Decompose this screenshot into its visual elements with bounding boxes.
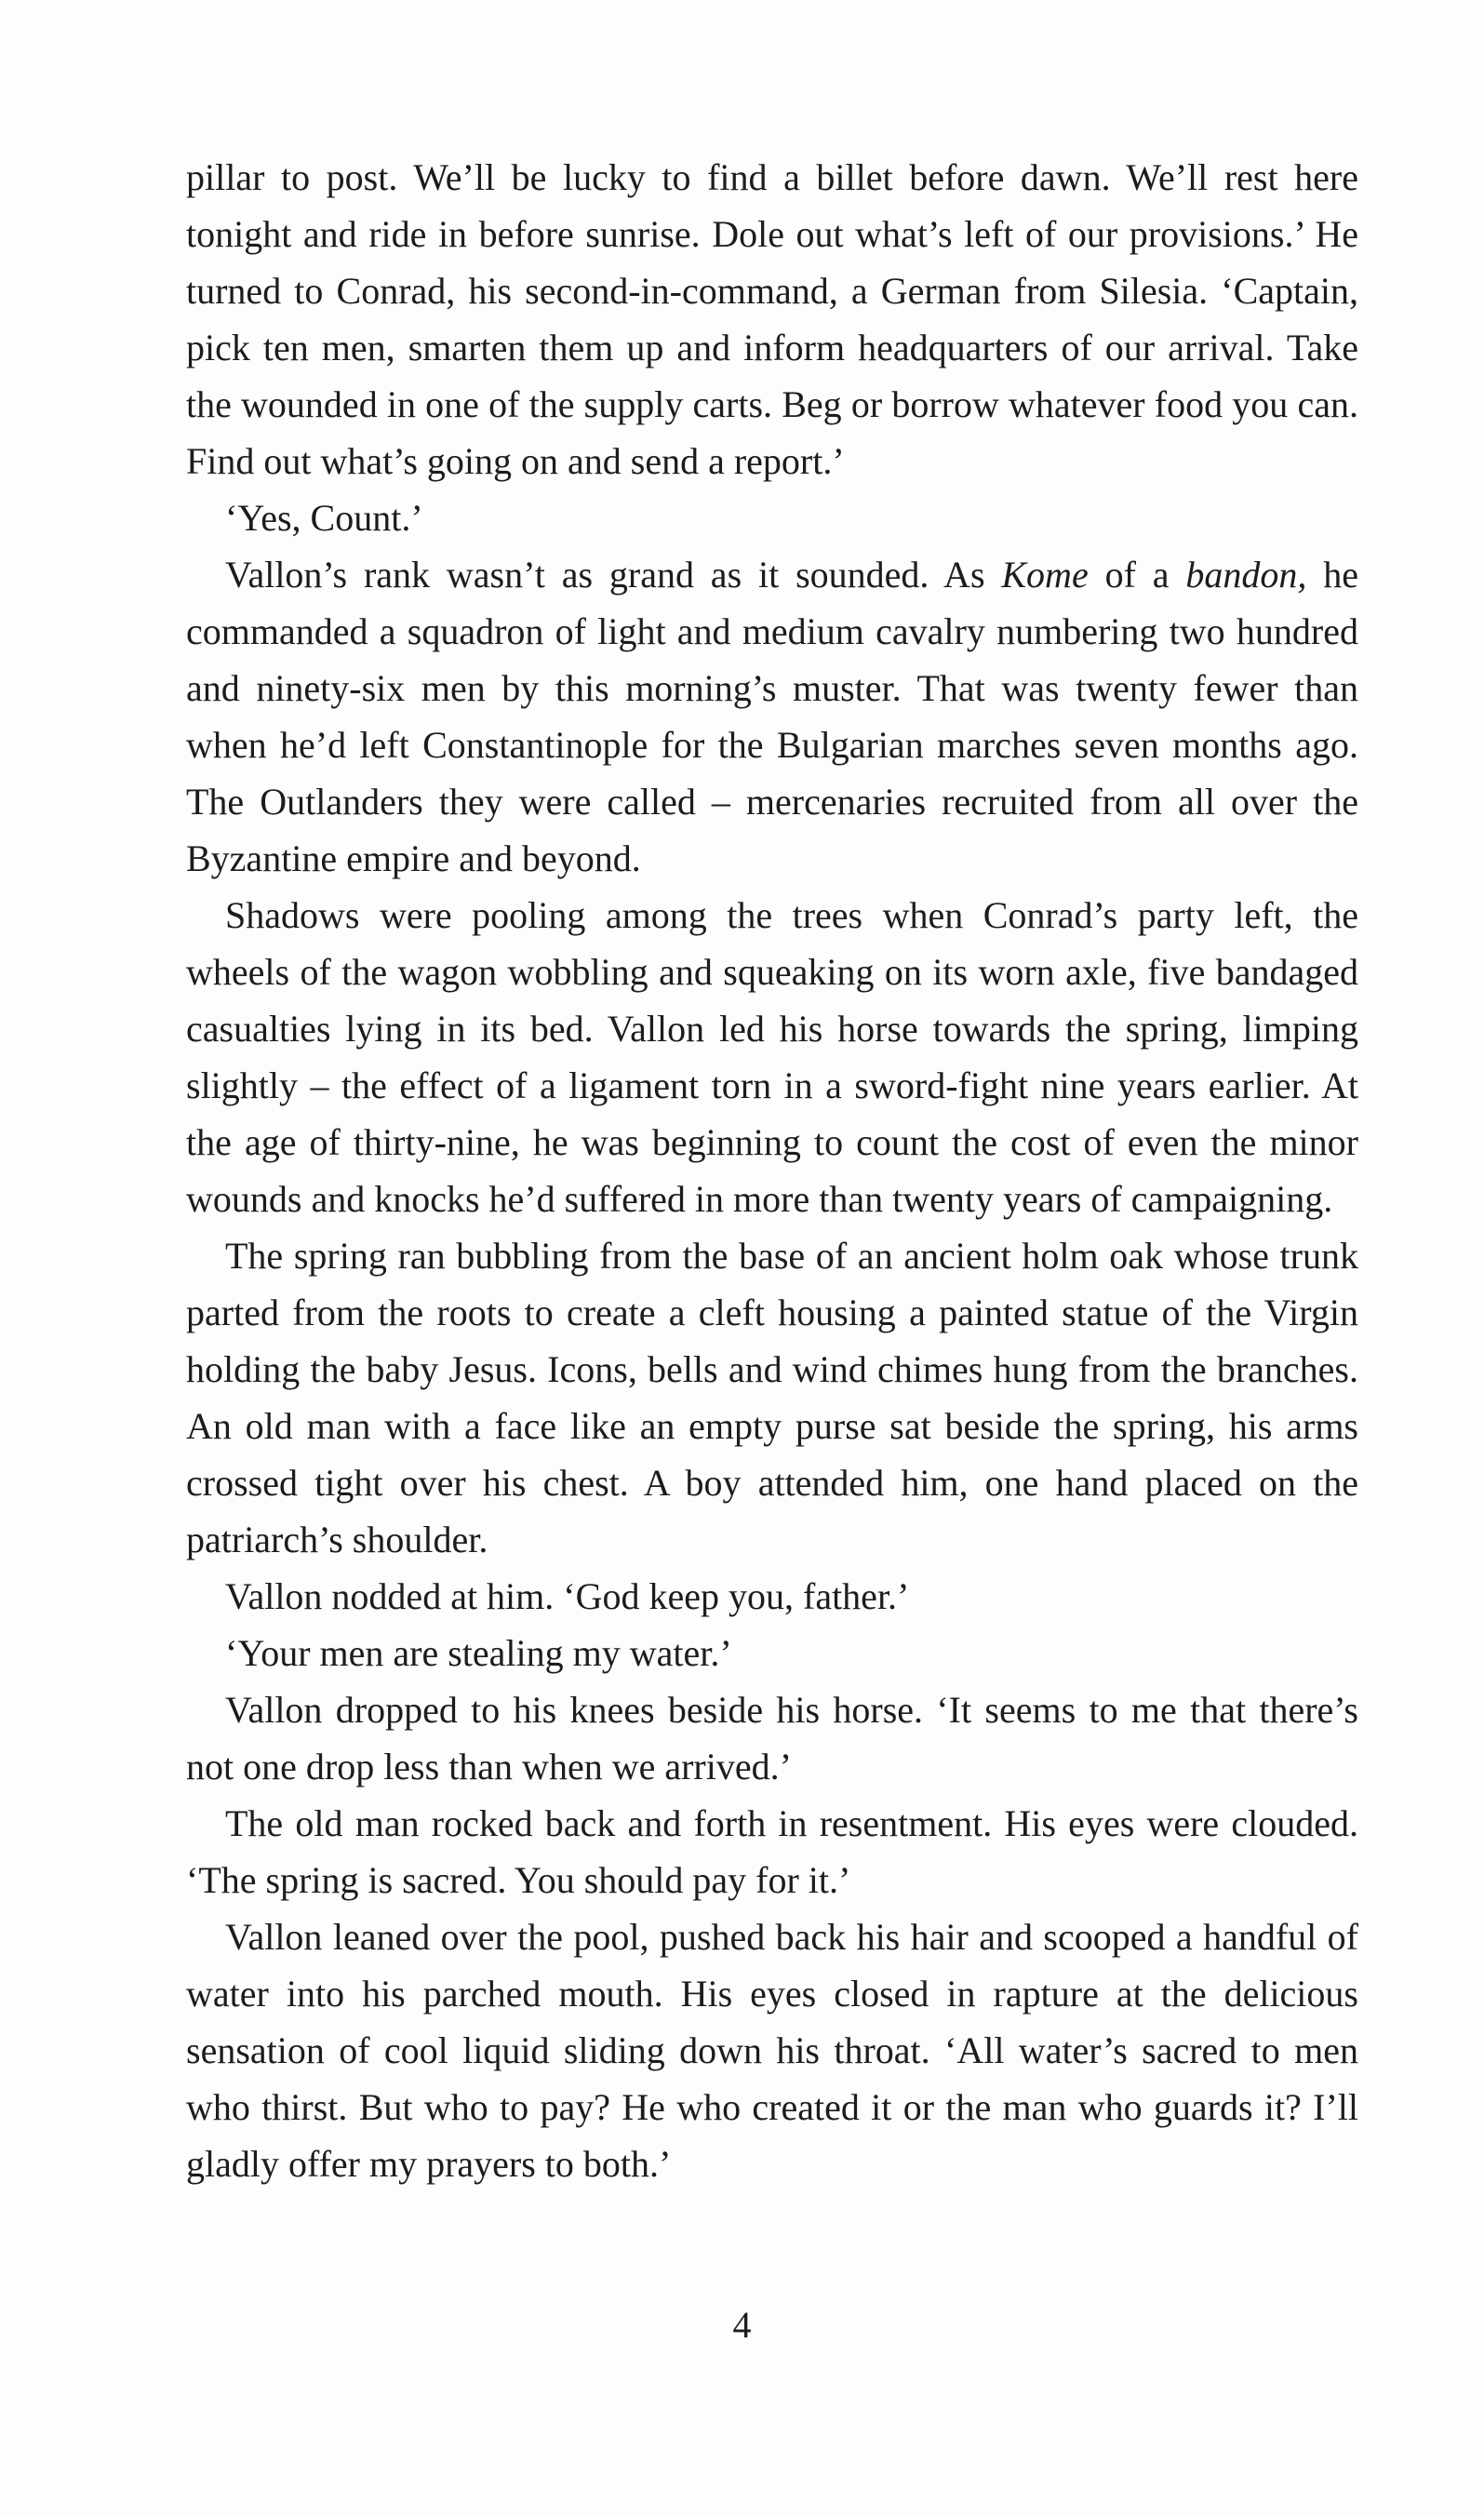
paragraph-3-kome: Kome: [1001, 554, 1089, 596]
paragraph-5: The spring ran bubbling from the base of an ancient holm oak whose trunk parted from the roots to create a cleft housing a painted statue of the Virgin holding the baby Jesus. Icons, bells and wind chimes hung from the branches. An old man with a face like an empty purse sat beside the spring, his arms crossed tight over his chest. A boy attended him, one hand placed on the patriarch’s shoulder.: [186, 1235, 1358, 1560]
body-text: [186, 149, 1358, 2192]
page-number: 4: [732, 2304, 752, 2346]
paragraph-3-bandon: bandon,: [1185, 554, 1307, 596]
paragraph-3: [186, 546, 1358, 887]
paragraph-1: pillar to post. We’ll be lucky to find a billet before dawn. We’ll rest here tonight and ride in before sunrise. Dole out what’s left of our provisions.’ He turned to Conrad, his second-in-command, a German from Silesia. ‘Captain, pick ten men, smarten them up and inform headquarters of our arrival. Take the wounded in one of the supply carts. Beg or borrow whatever food you can. Find out what’s going on and send a report.’: [186, 156, 1358, 482]
paragraph-8: Vallon dropped to his knees beside his horse. ‘It seems to me that there’s not one drop less than when we arrived.’: [186, 1689, 1358, 1787]
paragraph-3-part-3: he commanded a squadron of light and medium cavalry numbering two hundred and ninety-six men by this morning’s muster. That was twenty fewer than when he’d left Constantinople for the Bulgarian marches seven months ago. The Outlanders they were called – mercenaries recruited from all over the Byzantine empire and beyond.: [186, 554, 1358, 879]
paragraph-3-part-1: Vallon’s rank wasn’t as grand as it sounded. As: [225, 554, 1002, 596]
paragraph-2: ‘Yes, Count.’: [225, 497, 423, 539]
paragraph-3-part-2: of a: [1088, 554, 1186, 596]
paragraph-9: The old man rocked back and forth in resentment. His eyes were clouded. ‘The spring is sacred. You should pay for it.’: [186, 1802, 1358, 1901]
paragraph-4: Shadows were pooling among the trees when Conrad’s party left, the wheels of the wagon wobbling and squeaking on its worn axle, five bandaged casualties lying in its bed. Vallon led his horse towards the spring, limping slightly – the effect of a ligament torn in a sword-fight nine years earlier. At the age of thirty-nine, he was beginning to count the cost of even the minor wounds and knocks he’d suffered in more than twenty years of campaigning.: [186, 894, 1358, 1220]
paragraph-10: Vallon leaned over the pool, pushed back his hair and scooped a handful of water into his parched mouth. His eyes closed in rapture at the delicious sensation of cool liquid sliding down his throat. ‘All water’s sacred to men who thirst. But who to pay? He who created it or the man who guards it? I’ll gladly offer my prayers to both.’: [186, 1916, 1358, 2185]
paragraph-7: ‘Your men are stealing my water.’: [225, 1632, 732, 1674]
paragraph-6: Vallon nodded at him. ‘God keep you, father.’: [225, 1575, 910, 1617]
